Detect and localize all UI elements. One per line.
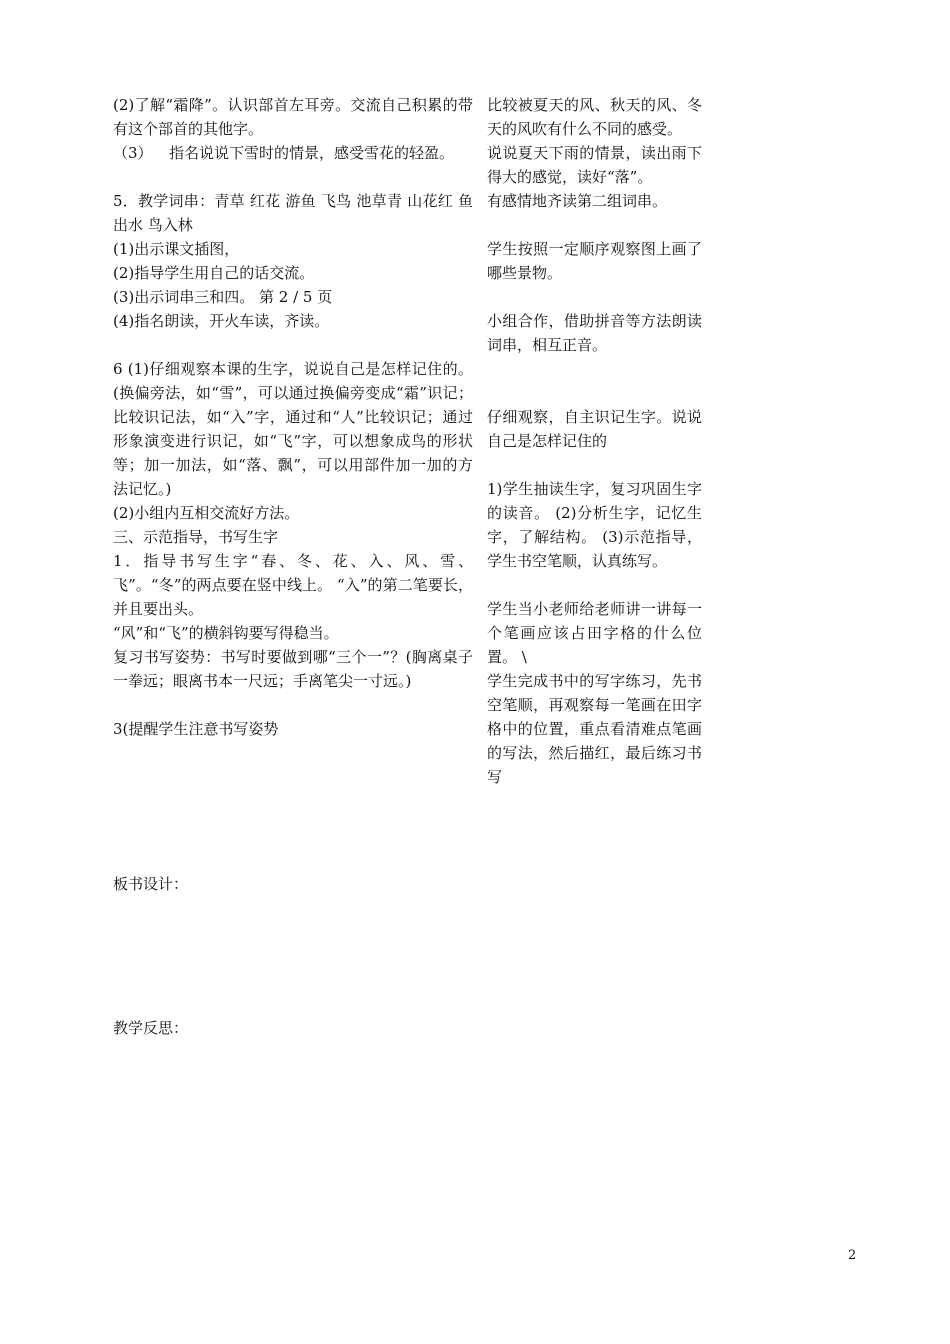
page-number: 2 <box>848 1248 857 1263</box>
right-paragraph-6: 仔细观察，自主识记生字。说说自己是怎样记住的 <box>487 408 702 450</box>
right-paragraph-8: 学生当小老师给老师讲一讲每一个笔画应该占田字格的什么位置。 \ <box>487 600 702 666</box>
left-section-heading: 三、示范指导，书写生字 <box>113 528 279 546</box>
reflection-label: 教学反思： <box>113 1019 189 1037</box>
left-item-3 <box>113 141 473 165</box>
right-paragraph-9: 学生完成书中的写字练习，先书空笔顺，再观察每一笔画在田字格中的位置，重点看清难点笔画的写法，然后描红，最后练习书写 <box>487 672 702 786</box>
item-number: （3） <box>113 144 153 162</box>
left-paragraph-12: “风”和“飞”的横斜钩要写得稳当。 <box>113 624 339 642</box>
right-paragraph-4: 学生按照一定顺序观察图上画了哪些景物。 <box>487 240 702 282</box>
right-paragraph-7: 1)学生抽读生字，复习巩固生字的读音。 (2)分析生字，记忆生字，了解结构。 (3)示范指导，学生书空笔顺，认真练写。 <box>487 480 702 570</box>
right-paragraph-5: 小组合作，借助拼音等方法朗读词串，相互正音。 <box>487 312 702 354</box>
left-paragraph-11: 1．指导书写生字“春、冬、花、入、风、雪、飞”。“冬”的两点要在竖中线上。 “入”的第二笔要长，并且要出头。 <box>113 552 473 618</box>
left-paragraph-4: (1)出示课文插图， <box>113 240 240 258</box>
left-paragraph-7: (4)指名朗读，开火车读，齐读。 <box>113 312 330 330</box>
left-paragraph-5: (2)指导学生用自己的话交流。 <box>113 264 315 282</box>
right-column <box>487 93 702 789</box>
left-paragraph-word-strings: 5．教学词串：青草 红花 游鱼 飞鸟 池草青 山花红 鱼出水 鸟入林 <box>113 192 473 234</box>
left-paragraph-14: 3(提醒学生注意书写姿势 <box>113 720 279 738</box>
right-paragraph-2: 说说夏天下雨的情景，读出雨下得大的感觉，读好“落”。 <box>487 144 702 186</box>
item-text: 指名说说下雪时的情景，感受雪花的轻盈。 <box>169 144 455 162</box>
left-column <box>113 93 473 741</box>
left-paragraph-6: (3)出示词串三和四。 第 2 / 5 页 <box>113 288 333 306</box>
left-paragraph-13: 复习书写姿势：书写时要做到哪“三个一”？(胸离桌子一拳远；眼离书本一尺远；手离笔尖一寸远。) <box>113 648 473 690</box>
right-paragraph-1: 比较被夏天的风、秋天的风、冬天的风吹有什么不同的感受。 <box>487 96 702 138</box>
right-paragraph-3: 有感情地齐读第二组词串。 <box>487 192 668 210</box>
left-paragraph-character-memory: 6 (1)仔细观察本课的生字，说说自己是怎样记住的。 (换偏旁法，如“雪”，可以通过换偏旁变成“霜”识记；比较识记法，如“入”字，通过和“人”比较识记；通过形象演变进行识记，如“飞”字，可以想象成鸟的形状等；加一加法，如“落、飘”，可以用部件加一加的方法记忆。) <box>113 360 473 498</box>
board-design-label: 板书设计： <box>113 875 189 893</box>
left-paragraph-9: (2)小组内互相交流好方法。 <box>113 504 300 522</box>
left-paragraph-1: (2)了解“霜降”。认识部首左耳旁。交流自己积累的带有这个部首的其他字。 <box>113 96 473 138</box>
